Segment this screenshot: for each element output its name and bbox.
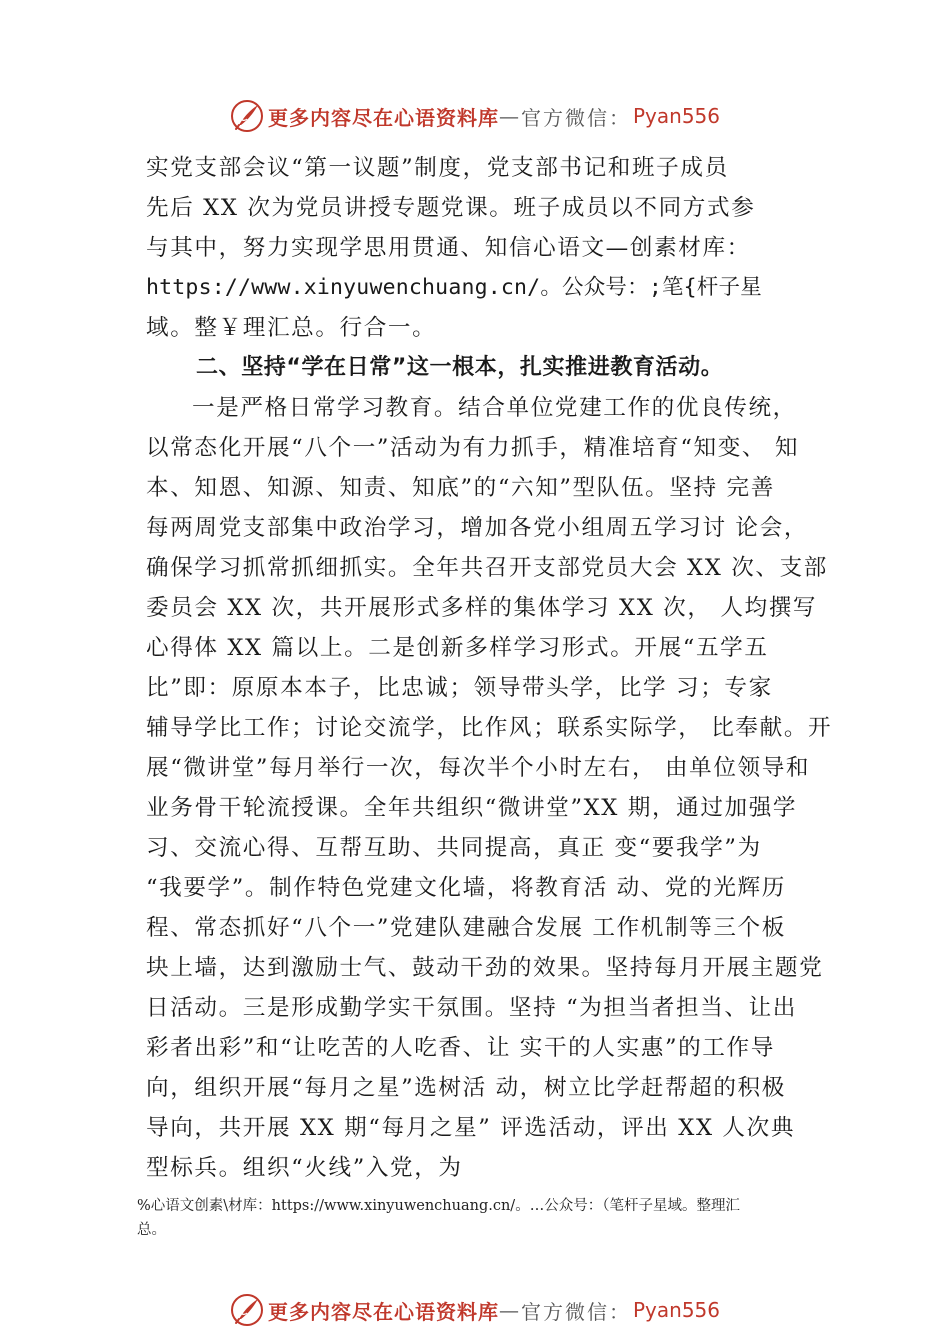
body-line: 向，组织开展“每月之星”选树活 动，树立比学赶帮超的积极 (146, 1075, 786, 1101)
document-body (146, 148, 836, 1188)
body-line: 展“微讲堂”每月举行一次，每次半个小时左右， 由单位领导和 (146, 755, 811, 781)
banner-dash: — (498, 1298, 521, 1322)
body-line: 先后 XX 次为党员讲授专题党课。班子成员以不同方式参 (146, 195, 756, 221)
body-line: 业务骨干轮流授课。全年共组织“微讲堂”XX 期，通过加强学 (146, 795, 798, 821)
body-line: 一是严格日常学习教育。结合单位党建工作的优良传统， (192, 395, 797, 421)
footnote-line: %心语文创素\材库：https://www.xinyuwenchuang.cn/。…公众号：（笔杆子星域。整理汇 (137, 1198, 740, 1214)
body-line: 日活动。三是形成勤学实干氛围。坚持 “为担当者担当、让出 (146, 995, 797, 1021)
body-line: https://www.xinyuwenchuang.cn/。公众号：;笔{杆子星 (146, 275, 762, 300)
banner-label: 官方微信： (520, 1299, 631, 1324)
body-line: 委员会 XX 次，共开展形式多样的集体学习 XX 次， 人均撰写 (146, 595, 818, 621)
banner-text (268, 102, 720, 131)
body-line: 本、知恩、知源、知责、知底”的“六知”型队伍。坚持 完善 (146, 475, 775, 501)
body-line: 型标兵。组织“火线”入党，为 (146, 1155, 463, 1181)
footer-banner (0, 1288, 950, 1332)
header-banner (0, 94, 950, 138)
body-line: 与其中，努力实现学思用贯通、知信心语文—创素材库： (146, 235, 751, 261)
body-line: 辅导学比工作；讨论交流学，比作风；联系实际学， 比奉献。开 (146, 715, 833, 741)
section-heading: 二、坚持“学在日常”这一根本，扎实推进教育活动。 (196, 355, 724, 380)
footnote (137, 1194, 842, 1242)
body-line: “我要学”。制作特色党建文化墙，将教育活 动、党的光辉历 (146, 875, 786, 901)
body-line: 确保学习抓常抓细抓实。全年共召开支部党员大会 XX 次、支部 (146, 555, 828, 581)
body-line: 块上墙，达到激励士气、鼓动干劲的效果。坚持每月开展主题党 (146, 955, 824, 981)
body-line: 域。整￥理汇总。行合一。 (146, 315, 437, 341)
banner-wechat-id: Pyan556 (632, 104, 720, 128)
banner-wechat-id: Pyan556 (632, 1298, 720, 1322)
quill-pen-logo-icon (230, 99, 264, 133)
body-line: 程、常态抓好“八个一”党建队建融合发展 工作机制等三个板 (146, 915, 786, 941)
body-line: 彩者出彩”和“让吃苦的人吃香、让 实干的人实惠”的工作导 (146, 1035, 775, 1061)
footnote-line: 总。 (137, 1222, 166, 1238)
body-line: 心得体 XX 篇以上。二是创新多样学习形式。开展“五学五 (146, 635, 769, 661)
body-line: 导向，共开展 XX 期“每月之星” 评选活动，评出 XX 人次典 (146, 1115, 796, 1141)
banner-highlight: 更多内容尽在心语资料库 (267, 1299, 499, 1324)
body-line: 以常态化开展“八个一”活动为有力抓手，精准培育“知变、 知 (146, 435, 800, 461)
banner-label: 官方微信： (520, 105, 631, 130)
banner-dash: — (498, 104, 521, 128)
body-line: 每两周党支部集中政治学习，增加各党小组周五学习讨 论会， (146, 515, 809, 541)
body-line: 实党支部会议“第一议题”制度，党支部书记和班子成员 (146, 155, 729, 181)
banner-highlight: 更多内容尽在心语资料库 (267, 105, 499, 130)
body-line: 比”即：原原本本子，比忠诚；领导带头学，比学 习；专家 (146, 675, 773, 701)
quill-pen-logo-icon (230, 1293, 264, 1327)
banner-text (268, 1296, 720, 1325)
body-line: 习、交流心得、互帮互助、共同提高，真正 变“要我学”为 (146, 835, 762, 861)
